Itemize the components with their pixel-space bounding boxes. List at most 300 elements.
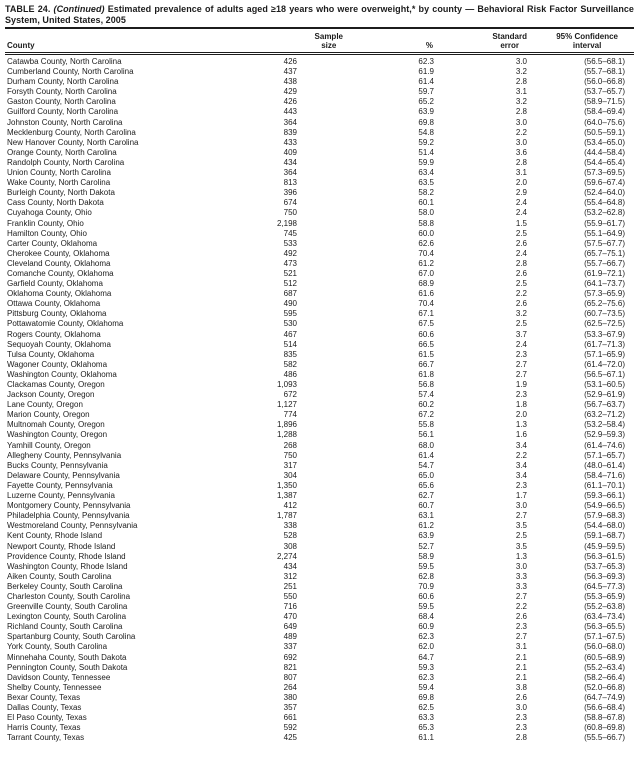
table-row	[5, 77, 634, 87]
cell-percent: 59.2	[418, 137, 434, 147]
column-header-confidence-interval-line1: 95% Confidence	[556, 32, 618, 41]
cell-percent: 66.7	[418, 359, 434, 369]
table-row	[5, 733, 634, 743]
cell-sample-size: 1,387	[276, 491, 297, 501]
cell-sample-size: 813	[283, 178, 297, 188]
cell-percent: 62.6	[418, 238, 434, 248]
cell-standard-error: 3.1	[515, 87, 527, 97]
cell-percent: 60.6	[418, 591, 434, 601]
cell-confidence-interval: (63.2–71.2)	[584, 410, 625, 420]
cell-standard-error: 3.0	[515, 137, 527, 147]
cell-county: Cherokee County, Oklahoma	[7, 248, 110, 258]
cell-standard-error: 2.3	[515, 723, 527, 733]
cell-percent: 60.9	[418, 622, 434, 632]
table-title	[5, 4, 634, 25]
cell-percent: 62.8	[418, 571, 434, 581]
cell-county: Delaware County, Pennsylvania	[7, 470, 120, 480]
table-row	[5, 713, 634, 723]
cell-sample-size: 1,787	[276, 511, 297, 521]
table-row	[5, 642, 634, 652]
cell-county: Shelby County, Tennessee	[7, 682, 102, 692]
table-row	[5, 350, 634, 360]
column-header-county: County	[5, 28, 255, 54]
table-row	[5, 420, 634, 430]
cell-standard-error: 2.0	[515, 178, 527, 188]
cell-confidence-interval: (55.1–64.9)	[584, 228, 625, 238]
cell-sample-size: 304	[283, 470, 297, 480]
cell-county: Pittsburg County, Oklahoma	[7, 309, 107, 319]
cell-sample-size: 716	[283, 602, 297, 612]
cell-standard-error: 2.7	[515, 369, 527, 379]
cell-sample-size: 268	[283, 440, 297, 450]
cell-percent: 63.4	[418, 168, 434, 178]
table-row	[5, 279, 634, 289]
cell-confidence-interval: (53.2–62.8)	[584, 208, 625, 218]
cell-confidence-interval: (56.5–67.1)	[584, 369, 625, 379]
cell-standard-error: 3.1	[515, 642, 527, 652]
column-header-confidence-interval-line2: interval	[572, 41, 602, 50]
cell-county: Wagoner County, Oklahoma	[7, 359, 108, 369]
cell-sample-size: 251	[283, 581, 297, 591]
cell-county: El Paso County, Texas	[7, 713, 87, 723]
cell-percent: 60.2	[418, 400, 434, 410]
cell-sample-size: 1,350	[276, 480, 297, 490]
cell-county: Harris County, Texas	[7, 723, 81, 733]
cell-confidence-interval: (58.2–66.4)	[584, 672, 625, 682]
cell-confidence-interval: (60.7–73.5)	[584, 309, 625, 319]
cell-sample-size: 774	[283, 410, 297, 420]
cell-percent: 70.4	[418, 248, 434, 258]
cell-county: Philadelphia County, Pennsylvania	[7, 511, 130, 521]
cell-county: Pottawatomie County, Oklahoma	[7, 319, 124, 329]
cell-sample-size: 434	[283, 561, 297, 571]
cell-county: Randolph County, North Carolina	[7, 157, 125, 167]
cell-sample-size: 582	[283, 359, 297, 369]
cell-percent: 62.3	[418, 632, 434, 642]
cell-county: Richland County, South Carolina	[7, 622, 123, 632]
cell-county: Cleveland County, Oklahoma	[7, 258, 111, 268]
cell-percent: 63.1	[418, 511, 434, 521]
cell-sample-size: 1,093	[276, 380, 297, 389]
cell-confidence-interval: (50.5–59.1)	[584, 127, 625, 137]
cell-confidence-interval: (56.7–63.7)	[584, 400, 625, 410]
cell-county: Orange County, North Carolina	[7, 147, 117, 157]
cell-county: Allegheny County, Pennsylvania	[7, 450, 122, 460]
table-row	[5, 330, 634, 340]
cell-sample-size: 357	[283, 703, 297, 712]
cell-confidence-interval: (52.0–66.8)	[584, 682, 625, 692]
table-row	[5, 259, 634, 269]
cell-standard-error: 2.5	[515, 228, 527, 238]
cell-confidence-interval: (61.9–72.1)	[584, 268, 625, 278]
cell-confidence-interval: (56.3–65.5)	[584, 622, 625, 632]
cell-standard-error: 3.3	[515, 581, 527, 591]
cell-percent: 62.3	[418, 672, 434, 682]
cell-standard-error: 3.0	[515, 117, 527, 127]
table-row	[5, 531, 634, 541]
cell-standard-error: 2.3	[515, 390, 527, 400]
cell-sample-size: 1,127	[276, 400, 297, 410]
cell-confidence-interval: (60.5–68.9)	[584, 652, 625, 662]
cell-percent: 69.8	[418, 117, 434, 127]
cell-percent: 65.6	[418, 480, 434, 490]
cell-county: Carter County, Oklahoma	[7, 238, 98, 248]
cell-percent: 62.0	[418, 642, 434, 652]
cell-confidence-interval: (57.1–67.5)	[584, 632, 625, 642]
cell-percent: 67.5	[418, 319, 434, 329]
column-header-sample-size	[255, 28, 345, 54]
cell-standard-error: 3.1	[515, 168, 527, 178]
table-row	[5, 451, 634, 461]
cell-confidence-interval: (58.9–71.5)	[584, 97, 625, 107]
cell-standard-error: 2.6	[515, 299, 527, 309]
table-row	[5, 67, 634, 77]
cell-standard-error: 3.3	[515, 571, 527, 581]
cell-percent: 65.3	[418, 723, 434, 733]
cell-sample-size: 486	[283, 369, 297, 379]
table-row	[5, 430, 634, 440]
cell-county: Sequoyah County, Oklahoma	[7, 339, 111, 349]
cell-percent: 61.2	[418, 258, 434, 268]
cell-percent: 62.7	[418, 491, 434, 501]
table-row	[5, 319, 634, 329]
cell-percent: 58.2	[418, 188, 434, 198]
table-row	[5, 128, 634, 138]
cell-standard-error: 1.8	[515, 400, 527, 410]
cell-sample-size: 308	[283, 541, 297, 551]
cell-county: Comanche County, Oklahoma	[7, 268, 114, 278]
cell-county: Dallas County, Texas	[7, 703, 82, 712]
cell-standard-error: 2.1	[515, 652, 527, 662]
cell-standard-error: 1.7	[515, 491, 527, 501]
cell-confidence-interval: (57.9–68.3)	[584, 511, 625, 521]
cell-standard-error: 2.8	[515, 733, 527, 743]
cell-county: Westmoreland County, Pennsylvania	[7, 521, 138, 531]
cell-standard-error: 2.8	[515, 258, 527, 268]
cell-county: Providence County, Rhode Island	[7, 551, 126, 561]
cell-sample-size: 470	[283, 612, 297, 622]
table-row	[5, 511, 634, 521]
cell-county: Newport County, Rhode Island	[7, 541, 116, 551]
table-row	[5, 582, 634, 592]
cell-county: York County, South Carolina	[7, 642, 108, 652]
cell-percent: 63.9	[418, 107, 434, 117]
cell-confidence-interval: (61.4–74.6)	[584, 440, 625, 450]
cell-standard-error: 2.2	[515, 289, 527, 299]
cell-standard-error: 2.3	[515, 349, 527, 359]
table-row	[5, 592, 634, 602]
cell-percent: 67.1	[418, 309, 434, 319]
cell-sample-size: 835	[283, 349, 297, 359]
cell-sample-size: 426	[283, 57, 297, 66]
table-row	[5, 380, 634, 390]
cell-sample-size: 396	[283, 188, 297, 198]
cell-county: Franklin County, Ohio	[7, 218, 84, 228]
cell-percent: 58.8	[418, 218, 434, 228]
table-row	[5, 54, 634, 68]
cell-sample-size: 317	[283, 460, 297, 470]
cell-confidence-interval: (55.2–63.4)	[584, 662, 625, 672]
cell-county: Berkeley County, South Carolina	[7, 581, 123, 591]
cell-county: Tarrant County, Texas	[7, 733, 85, 743]
cell-sample-size: 661	[283, 713, 297, 723]
cell-county: Forsyth County, North Carolina	[7, 87, 117, 97]
cell-confidence-interval: (45.9–59.5)	[584, 541, 625, 551]
table-row	[5, 632, 634, 642]
cell-confidence-interval: (64.7–74.9)	[584, 692, 625, 702]
cell-percent: 57.4	[418, 390, 434, 400]
cell-sample-size: 530	[283, 319, 297, 329]
table-row	[5, 723, 634, 733]
cell-percent: 61.4	[418, 77, 434, 87]
cell-confidence-interval: (53.1–60.5)	[584, 380, 625, 389]
cell-standard-error: 1.3	[515, 551, 527, 561]
column-header-standard-error	[435, 28, 528, 54]
cell-percent: 65.0	[418, 470, 434, 480]
table-row	[5, 249, 634, 259]
cell-confidence-interval: (60.8–69.8)	[584, 723, 625, 733]
cell-confidence-interval: (59.6–67.4)	[584, 178, 625, 188]
table-row	[5, 491, 634, 501]
cell-confidence-interval: (55.7–66.7)	[584, 258, 625, 268]
table-row	[5, 481, 634, 491]
cell-standard-error: 2.2	[515, 127, 527, 137]
cell-percent: 63.9	[418, 531, 434, 541]
cell-percent: 59.3	[418, 662, 434, 672]
table-row	[5, 521, 634, 531]
cell-standard-error: 2.9	[515, 188, 527, 198]
cell-percent: 66.5	[418, 339, 434, 349]
cell-standard-error: 2.0	[515, 410, 527, 420]
cell-standard-error: 3.7	[515, 329, 527, 339]
cell-standard-error: 3.4	[515, 440, 527, 450]
cell-confidence-interval: (61.1–70.1)	[584, 480, 625, 490]
cell-percent: 61.8	[418, 369, 434, 379]
cell-standard-error: 2.4	[515, 248, 527, 258]
cell-county: Gaston County, North Carolina	[7, 97, 116, 107]
cell-standard-error: 2.8	[515, 157, 527, 167]
cell-percent: 63.3	[418, 713, 434, 723]
cell-county: Burleigh County, North Dakota	[7, 188, 115, 198]
cell-sample-size: 1,288	[276, 430, 297, 440]
column-header-percent: %	[345, 28, 435, 54]
table-row	[5, 229, 634, 239]
cell-sample-size: 521	[283, 268, 297, 278]
cell-county: Guilford County, North Carolina	[7, 107, 119, 117]
cell-confidence-interval: (58.4–71.6)	[584, 470, 625, 480]
table-row	[5, 148, 634, 158]
table-row	[5, 683, 634, 693]
cell-percent: 70.4	[418, 299, 434, 309]
cell-county: Montgomery County, Pennsylvania	[7, 501, 131, 511]
cell-standard-error: 2.8	[515, 77, 527, 87]
cell-standard-error: 3.8	[515, 682, 527, 692]
cell-standard-error: 3.2	[515, 97, 527, 107]
cell-confidence-interval: (57.1–65.9)	[584, 349, 625, 359]
cell-confidence-interval: (55.9–61.7)	[584, 218, 625, 228]
cell-confidence-interval: (55.7–68.1)	[584, 67, 625, 77]
cell-sample-size: 821	[283, 662, 297, 672]
cell-confidence-interval: (53.3–67.9)	[584, 329, 625, 339]
cell-percent: 60.6	[418, 329, 434, 339]
cell-county: Garfield County, Oklahoma	[7, 279, 103, 289]
table-row	[5, 501, 634, 511]
cell-percent: 61.5	[418, 349, 434, 359]
cell-confidence-interval: (64.5–77.3)	[584, 581, 625, 591]
cell-county: Aiken County, South Carolina	[7, 571, 112, 581]
table-row	[5, 622, 634, 632]
cell-confidence-interval: (55.4–64.8)	[584, 198, 625, 208]
cell-sample-size: 412	[283, 501, 297, 511]
cell-county: Fayette County, Pennsylvania	[7, 480, 113, 490]
cell-sample-size: 745	[283, 228, 297, 238]
table-row	[5, 542, 634, 552]
cell-standard-error: 3.4	[515, 470, 527, 480]
cell-confidence-interval: (56.0–68.0)	[584, 642, 625, 652]
cell-confidence-interval: (56.3–69.3)	[584, 571, 625, 581]
cell-sample-size: 674	[283, 198, 297, 208]
cell-percent: 55.8	[418, 420, 434, 430]
cell-confidence-interval: (54.9–66.5)	[584, 501, 625, 511]
table-row	[5, 663, 634, 673]
cell-standard-error: 1.9	[515, 380, 527, 389]
cell-county: Union County, North Carolina	[7, 168, 111, 178]
cell-county: Johnston County, North Carolina	[7, 117, 123, 127]
cell-county: Jackson County, Oregon	[7, 390, 95, 400]
cell-county: Mecklenburg County, North Carolina	[7, 127, 136, 137]
cell-county: Greenville County, South Carolina	[7, 602, 128, 612]
table-row	[5, 198, 634, 208]
cell-standard-error: 2.2	[515, 602, 527, 612]
cell-percent: 62.3	[418, 57, 434, 66]
cell-standard-error: 2.6	[515, 238, 527, 248]
cell-percent: 61.9	[418, 67, 434, 77]
cell-county: Cass County, North Dakota	[7, 198, 104, 208]
prevalence-table	[5, 27, 634, 743]
cell-percent: 60.7	[418, 501, 434, 511]
cell-sample-size: 492	[283, 248, 297, 258]
cell-sample-size: 750	[283, 450, 297, 460]
cell-county: Luzerne County, Pennsylvania	[7, 491, 115, 501]
cell-percent: 56.8	[418, 380, 434, 389]
cell-county: Bucks County, Pennsylvania	[7, 460, 108, 470]
cell-county: Clackamas County, Oregon	[7, 380, 105, 389]
cell-sample-size: 672	[283, 390, 297, 400]
cell-standard-error: 3.6	[515, 147, 527, 157]
cell-sample-size: 364	[283, 117, 297, 127]
cell-confidence-interval: (64.1–73.7)	[584, 279, 625, 289]
cell-sample-size: 528	[283, 531, 297, 541]
cell-confidence-interval: (57.1–65.7)	[584, 450, 625, 460]
cell-percent: 59.5	[418, 561, 434, 571]
cell-standard-error: 2.4	[515, 208, 527, 218]
cell-confidence-interval: (48.0–61.4)	[584, 460, 625, 470]
table-row	[5, 138, 634, 148]
cell-sample-size: 649	[283, 622, 297, 632]
cell-county: Cuyahoga County, Ohio	[7, 208, 92, 218]
cell-county: New Hanover County, North Carolina	[7, 137, 139, 147]
cell-sample-size: 409	[283, 147, 297, 157]
cell-confidence-interval: (56.6–68.4)	[584, 703, 625, 712]
cell-county: Lane County, Oregon	[7, 400, 83, 410]
cell-county: Durham County, North Carolina	[7, 77, 119, 87]
cell-standard-error: 1.6	[515, 430, 527, 440]
cell-county: Davidson County, Tennessee	[7, 672, 111, 682]
cell-standard-error: 2.7	[515, 511, 527, 521]
cell-standard-error: 2.7	[515, 359, 527, 369]
cell-confidence-interval: (56.3–61.5)	[584, 551, 625, 561]
cell-percent: 60.1	[418, 198, 434, 208]
table-row	[5, 309, 634, 319]
cell-sample-size: 434	[283, 157, 297, 167]
cell-confidence-interval: (57.5–67.7)	[584, 238, 625, 248]
table-row	[5, 269, 634, 279]
cell-sample-size: 550	[283, 591, 297, 601]
cell-county: Yamhill County, Oregon	[7, 440, 91, 450]
cell-sample-size: 437	[283, 67, 297, 77]
cell-percent: 70.9	[418, 581, 434, 591]
cell-sample-size: 425	[283, 733, 297, 743]
cell-sample-size: 592	[283, 723, 297, 733]
cell-sample-size: 1,896	[276, 420, 297, 430]
cell-standard-error: 2.6	[515, 692, 527, 702]
cell-sample-size: 2,198	[276, 218, 297, 228]
cell-percent: 56.1	[418, 430, 434, 440]
cell-percent: 65.2	[418, 97, 434, 107]
cell-county: Lexington County, South Carolina	[7, 612, 127, 622]
cell-sample-size: 595	[283, 309, 297, 319]
cell-standard-error: 2.3	[515, 480, 527, 490]
table-row	[5, 471, 634, 481]
cell-county: Pennington County, South Dakota	[7, 662, 128, 672]
cell-county: Oklahoma County, Oklahoma	[7, 289, 112, 299]
cell-standard-error: 3.2	[515, 67, 527, 77]
cell-sample-size: 380	[283, 692, 297, 702]
cell-sample-size: 514	[283, 339, 297, 349]
cell-standard-error: 2.7	[515, 591, 527, 601]
cell-confidence-interval: (54.4–65.4)	[584, 157, 625, 167]
cell-standard-error: 3.5	[515, 541, 527, 551]
cell-sample-size: 364	[283, 168, 297, 178]
table-row	[5, 87, 634, 97]
cell-county: Charleston County, South Carolina	[7, 591, 131, 601]
cell-percent: 64.7	[418, 652, 434, 662]
table-title-continued: (Continued)	[53, 4, 105, 14]
cell-county: Washington County, Oregon	[7, 430, 108, 440]
column-header-standard-error-line1: Standard	[492, 32, 527, 41]
cell-standard-error: 2.4	[515, 339, 527, 349]
cell-confidence-interval: (53.7–65.3)	[584, 561, 625, 571]
cell-county: Spartanburg County, South Carolina	[7, 632, 136, 642]
table-row	[5, 390, 634, 400]
cell-sample-size: 467	[283, 329, 297, 339]
cell-county: Marion County, Oregon	[7, 410, 90, 420]
table-row	[5, 461, 634, 471]
cell-percent: 54.7	[418, 460, 434, 470]
cell-percent: 68.9	[418, 279, 434, 289]
cell-standard-error: 3.0	[515, 561, 527, 571]
cell-percent: 52.7	[418, 541, 434, 551]
table-title-prefix: TABLE 24.	[5, 4, 51, 14]
cell-standard-error: 1.3	[515, 420, 527, 430]
table-row	[5, 703, 634, 713]
cell-standard-error: 3.0	[515, 501, 527, 511]
cell-standard-error: 2.7	[515, 632, 527, 642]
table-row	[5, 107, 634, 117]
table-row	[5, 562, 634, 572]
cell-confidence-interval: (63.4–73.4)	[584, 612, 625, 622]
cell-percent: 59.9	[418, 157, 434, 167]
